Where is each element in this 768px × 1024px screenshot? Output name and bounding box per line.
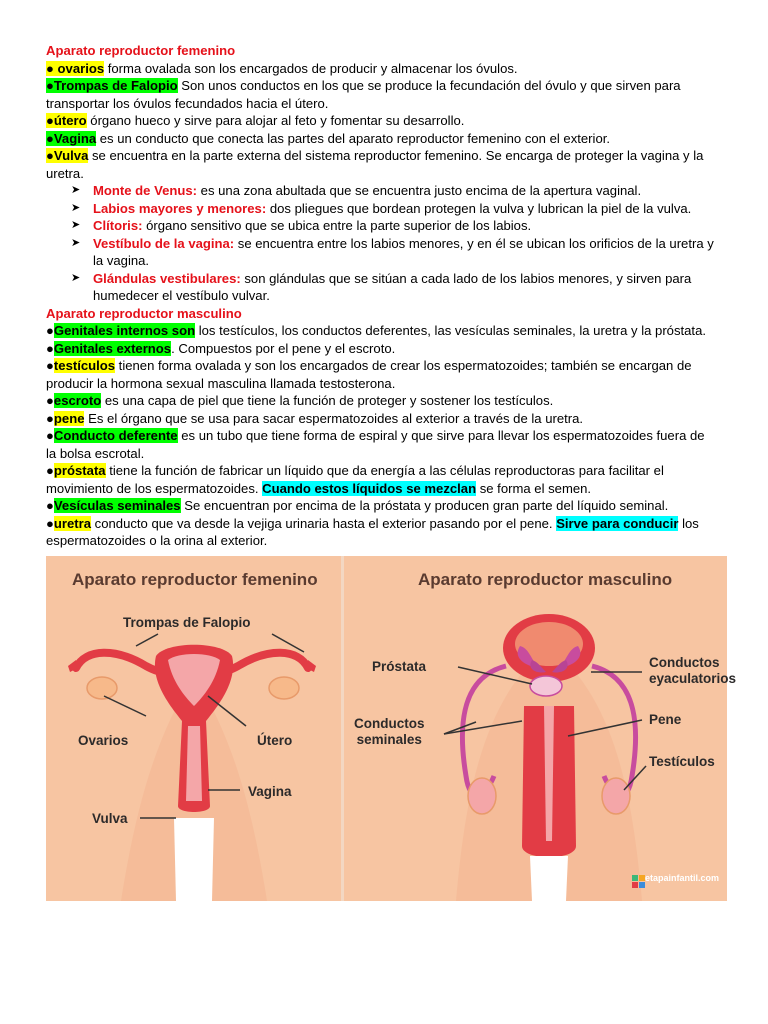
list-item-genitales-externos	[46, 340, 718, 358]
subitem-text: son glándulas que se sitúan a cada lado de los labios menores, y sirven para humedecer el vestíbulo vulvar.	[93, 270, 692, 303]
leader-line	[136, 634, 158, 646]
item-text: los espermatozoides o la orina al exterior.	[46, 515, 699, 548]
arrow-bullet-icon: ➤	[71, 201, 81, 214]
list-item-ovarios	[46, 60, 718, 78]
item-text: Son unos conductos en los que se produce la fecundación del óvulo y que sirven para transportar los óvulos fecundados hacia el útero.	[46, 78, 681, 111]
bullet: ●	[46, 515, 54, 531]
highlight-conducir: Sirve para conducir	[556, 515, 679, 531]
subitem-vestibulo	[71, 235, 718, 270]
item-text: Es el órgano que se usa para sacar espermatozoides al exterior a través de la uretra.	[84, 410, 584, 426]
subitem-term: Monte de Venus:	[93, 183, 198, 198]
item-text: es un conducto que conecta las partes del aparato reproductor femenino con el exterior.	[96, 130, 611, 146]
term-utero: ●útero	[46, 113, 87, 128]
list-item-escroto	[46, 392, 718, 410]
bullet: ●	[46, 393, 54, 408]
list-item-genitales-internos	[46, 322, 718, 340]
item-text: es un tubo que tiene forma de espiral y que sirve para llevar los espermatozoides fuera de la bolsa escrotal.	[46, 428, 705, 461]
subitem-text: órgano sensitivo que se ubica entre la parte superior de los labios.	[142, 218, 532, 233]
list-item-pene	[46, 410, 718, 428]
subitem-term: Glándulas vestibulares:	[93, 270, 241, 286]
arrow-bullet-icon: ➤	[71, 219, 81, 231]
item-text: conducto que va desde la vejiga urinaria hasta el exterior pasando por el pene.	[91, 515, 557, 531]
bullet: ●	[46, 358, 54, 373]
term-conducto-deferente: Conducto deferente	[53, 428, 178, 443]
male-diagram-title: Aparato reproductor masculino	[418, 570, 673, 589]
watermark: etapainfantil.com	[644, 872, 719, 883]
bullet: ●	[46, 463, 54, 478]
female-diagram-title: Aparato reproductor femenino	[72, 570, 318, 589]
list-item-uretra	[46, 515, 718, 550]
subitem-glandulas	[71, 270, 718, 305]
arrow-bullet-icon: ➤	[71, 184, 81, 196]
label-conductos-seminales: Conductos seminales	[354, 716, 425, 747]
item-text: tienen forma ovalada y son los encargados de crear los espermatozoides; también se encargan de producir la hormona sexual masculina llamada testosterona.	[46, 358, 692, 391]
item-text: . Compuestos por el pene y el escroto.	[171, 340, 396, 356]
item-text: forma ovalada son los encargados de producir y almacenar los óvulos.	[104, 60, 518, 76]
bullet: ●	[46, 498, 54, 513]
bullet: ●	[46, 323, 54, 338]
list-item-prostata	[46, 462, 718, 497]
label-conductos-eyaculatorios: Conductos eyaculatorios	[649, 655, 737, 686]
item-text: órgano hueco y sirve para alojar al feto y fomentar su desarrollo.	[86, 113, 465, 128]
label-ovarios: Ovarios	[78, 733, 129, 748]
label-vulva: Vulva	[92, 811, 128, 826]
term-escroto: escroto	[53, 393, 102, 408]
bullet: ●	[46, 410, 54, 426]
subitem-term: Clítoris:	[93, 218, 143, 233]
list-item-vagina	[46, 130, 718, 148]
term-testiculos: testículos	[53, 358, 116, 373]
item-text: Se encuentran por encima de la próstata y producen gran parte del líquido seminal.	[180, 498, 669, 513]
subitem-clitoris	[71, 217, 718, 235]
term-vulva: ●Vulva	[46, 148, 89, 163]
item-text: se encuentra en la parte externa del sistema reproductor femenino. Se encarga de proteger la vagina y la uretra.	[46, 148, 704, 181]
label-vagina: Vagina	[248, 784, 292, 799]
item-text: se forma el semen.	[476, 480, 592, 496]
subitem-monte-venus	[71, 182, 718, 200]
item-text: los testículos, los conductos deferentes, las vesículas seminales, la uretra y la próstata.	[195, 323, 706, 338]
bullet: ●	[46, 340, 54, 356]
subitem-term: Vestíbulo de la vagina:	[93, 235, 235, 251]
label-testiculos: Testículos	[649, 754, 715, 769]
male-heading: Aparato reproductor masculino	[46, 305, 242, 321]
term-uretra: uretra	[53, 515, 92, 531]
subitem-text: se encuentra entre los labios menores, y en él se ubican los orificios de la uretra y la vagina.	[93, 235, 714, 268]
label-utero: Útero	[257, 733, 293, 748]
list-item-trompas	[46, 77, 718, 112]
list-item-vesiculas	[46, 497, 718, 515]
item-text: es una capa de piel que tiene la función de proteger y sostener los testículos.	[101, 393, 554, 408]
subitem-text: es una zona abultada que se encuentra justo encima de la apertura vaginal.	[197, 183, 642, 198]
arrow-bullet-icon: ➤	[71, 271, 81, 284]
label-pene: Pene	[649, 712, 682, 727]
term-vesiculas: Vesículas seminales	[53, 498, 181, 513]
list-item-conducto-deferente	[46, 427, 718, 462]
document-text	[46, 42, 718, 550]
female-heading: Aparato reproductor femenino	[46, 43, 236, 58]
vulva-subitems	[46, 182, 718, 305]
subitem-term: Labios mayores y menores:	[93, 200, 267, 216]
leader-line	[444, 722, 476, 734]
male-anatomy	[444, 614, 646, 901]
subitem-labios	[71, 200, 718, 218]
term-trompas: ●Trompas de Falopio	[46, 78, 178, 93]
term-genitales-internos: Genitales internos son	[53, 323, 196, 338]
arrow-bullet-icon: ➤	[71, 236, 81, 249]
anatomy-illustration	[46, 556, 737, 901]
female-anatomy	[68, 634, 316, 901]
subitem-text: dos pliegues que bordean protegen la vulva y lubrican la piel de la vulva.	[266, 200, 692, 216]
list-item-utero	[46, 112, 718, 130]
term-vagina: ●Vagina	[46, 130, 97, 146]
label-trompas: Trompas de Falopio	[123, 615, 251, 630]
item-text: tiene la función de fabricar un líquido que da energía a las células reproductoras para facilitar el movimiento de los espermatozoides.	[46, 463, 664, 496]
term-pene: pene	[53, 410, 85, 426]
leader-line	[104, 696, 146, 716]
highlight-liquidos: Cuando estos líquidos se mezclan	[262, 480, 477, 496]
term-prostata: próstata	[53, 463, 106, 478]
term-ovarios: ● ovarios	[46, 60, 105, 76]
bullet: ●	[46, 428, 54, 443]
label-prostata: Próstata	[372, 659, 427, 674]
list-item-vulva	[46, 147, 718, 182]
list-item-testiculos	[46, 357, 718, 392]
term-genitales-externos: Genitales externos	[53, 340, 172, 356]
